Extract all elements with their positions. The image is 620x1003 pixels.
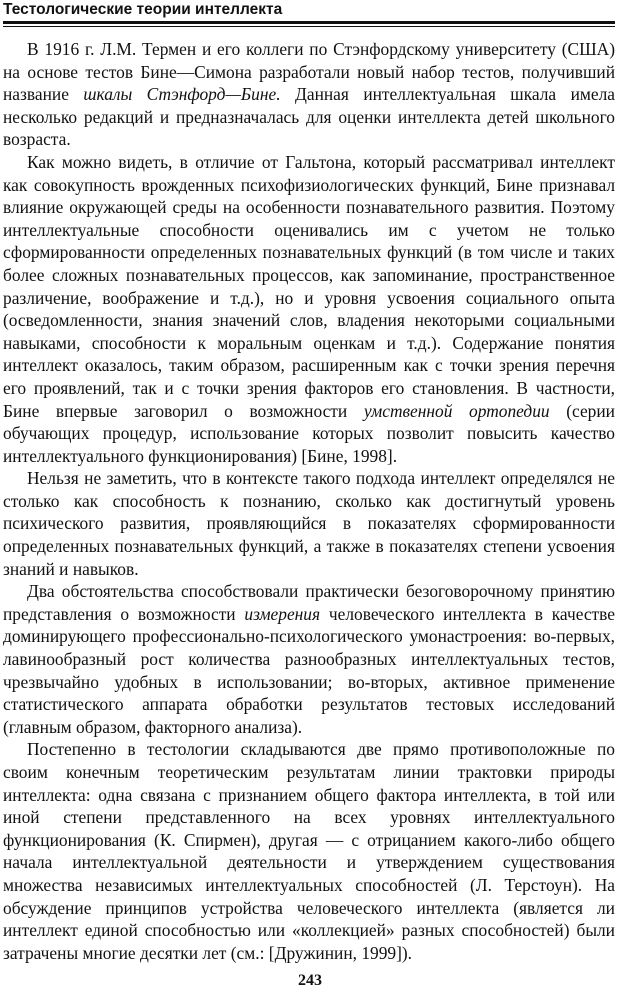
italic-term: измерения: [244, 603, 321, 624]
italic-term: шкалы Стэнфорд—Бине.: [83, 84, 281, 105]
paragraph-5: Постепенно в тестологии складываются две прямо противоположные по своим конечным теоретическим результатам линии трактовки природы интеллекта: одна связана с признанием общего фактора интеллекта, в той или иной степени представленного на всех уровнях интеллектуального функционирования (К. Спирмен), другая — с отрицанием какого-либо общего начала интеллектуальной деятельности и утверждением существования множества независимых интеллектуальных способностей (Л. Терстоун). На обсуждение принципов устройства человеческого интеллекта (является ли интеллект единой способностью или «коллекцией» разных способностей) были затрачены многие десятки лет (см.: [Дружинин, 1999]).: [3, 739, 615, 963]
paragraph-4: Два обстоятельства способствовали практически безоговорочному принятию представления о возможности измерения человеческого интеллекта в качестве доминирующего профессионально-психологического умонастроения: во-первых, лавинообразный рост количества разнообразных интеллектуальных тестов, чрезвычайно удобных в использовании; во-вторых, активное применение статистического аппарата обработки результатов тестовых исследований (главным образом, факторного анализа).: [3, 581, 615, 737]
header-rule-thin: [3, 26, 615, 27]
paragraph-1: В 1916 г. Л.М. Термен и его коллеги по Стэнфордскому университету (США) на основе тестов Бине—Симона разработали новый набор тестов, получивший название шкалы Стэнфорд—Бине. Данная интеллектуальная шкала имела несколько редакций и предназначалась для оценки интеллекта детей школьного возраста.: [3, 39, 616, 150]
italic-term: умственной ортопедии: [363, 400, 550, 421]
header-rule-thick: [3, 21, 615, 24]
paragraph-2: Как можно видеть, в отличие от Гальтона, который рассматривал интеллект как совокупность врожденных психофизиологических функций, Бине признавал влияние окружающей среды на особенности познавательного развития. Поэтому интеллектуальные способности оценивались им с учетом не только сформированности определенных познавательных функций (в том числе и таких более сложных познавательных процессов, как запоминание, пространственное различение, воображение и т.д.), но и уровня усвоения социального опыта (осведомленности, знания значений слов, владения некоторыми социальными навыками, способности к моральным оценкам и т.д.). Содержание понятия интеллект оказалось, таким образом, расширенным как с точки зрения перечня его проявлений, так и с точки зрения факторов его становления. В частности, Бине впервые заговорил о возможности умственной ортопедии (серии обучающих процедур, использование которых позволит повысить качество интеллектуального функционирования) [Бине, 1998].: [3, 151, 615, 466]
running-header: Тестологические теории интеллекта: [3, 1, 283, 18]
page-number: 243: [298, 972, 322, 989]
body-text: [3, 38, 615, 964]
paragraph-3: Нельзя не заметить, что в контексте такого подхода интеллект определялся не столько как способность к познанию, сколько как достигнутый уровень психического развития, проявляющийся в показателях сформированности определенных познавательных функций, а также в показателях степени усвоения знаний и навыков.: [3, 468, 615, 579]
